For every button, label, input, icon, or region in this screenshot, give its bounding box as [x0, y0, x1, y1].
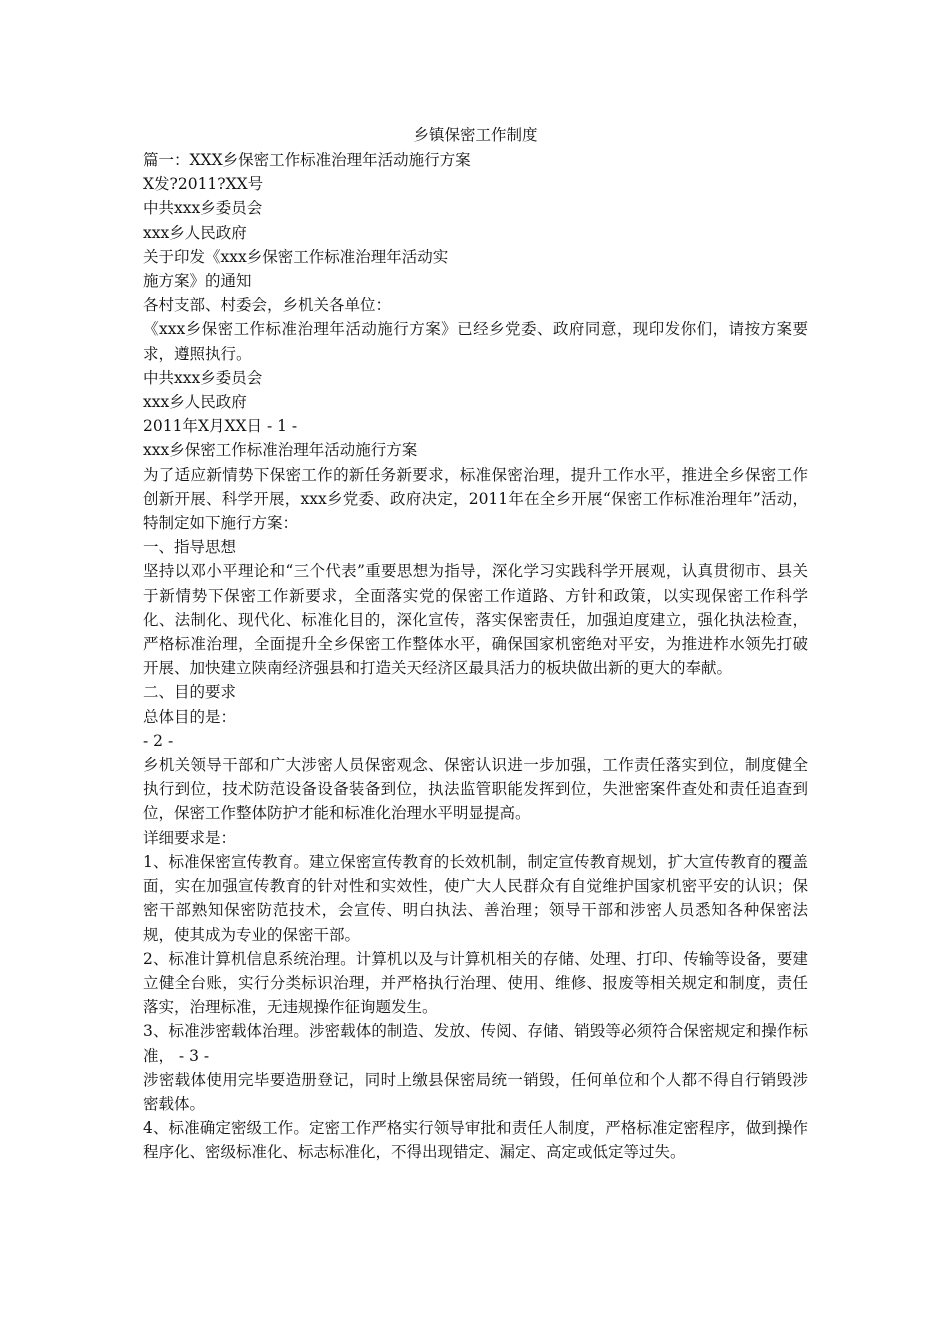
requirement-2-paragraph: 2、标准计算机信息系统治理。计算机以及与计算机相关的存储、处理、打印、传输等设备，要建立健全台账，实行分类标识治理，并严格执行治理、使用、维修、报废等相关规定和制度，责任落实，治理标准，无违规操作征询题发生。	[143, 949, 808, 1017]
detailed-requirements-line: 详细要求是：	[143, 828, 237, 847]
notice-title-line-2: 施方案》的通知	[143, 272, 252, 291]
document-title: 乡镇保密工作制度	[413, 126, 538, 144]
issuer-government-line: xxx乡人民政府	[143, 223, 247, 242]
intro-paragraph: 为了适应新情势下保密工作的新任务新要求，标准保密治理，提升工作水平，推进全乡保密工作创新开展、科学开展，xxx乡党委、政府决定，2011年在全乡开展“保密工作标准治理年”活动，特制定如下施行方案：	[143, 465, 808, 533]
overall-goal-paragraph: 乡机关领导干部和广大涉密人员保密观念、保密认识进一步加强，工作责任落实到位，制度健全执行到位，技术防范设备设备装备到位，执法监管职能发挥到位，失泄密案件查处和责任追查到位，保密工作整体防护才能和标准化治理水平明显提高。	[143, 756, 808, 823]
notice-title-line-1: 关于印发《xxx乡保密工作标准治理年活动实	[143, 247, 449, 266]
overall-goal-line: 总体目的是：	[143, 707, 237, 726]
plan-title-line: xxx乡保密工作标准治理年活动施行方案	[143, 441, 418, 460]
page-number-2: - 2 -	[143, 731, 174, 750]
subtitle-line: 篇一：XXX乡保密工作标准治理年活动施行方案	[143, 151, 471, 169]
doc-number-line: X发?2011?XX号	[143, 175, 264, 194]
signature-government-line: xxx乡人民政府	[143, 393, 247, 412]
requirement-3-paragraph: 3、标准涉密载体治理。涉密载体的制造、发放、传阅、存储、销毁等必须符合保密规定和操作标准， - 3 -	[143, 1022, 808, 1065]
requirement-4-paragraph: 4、标准确定密级工作。定密工作严格实行领导审批和责任人制度，严格标准定密程序，做到操作程序化、密级标准化、标志标准化，不得出现错定、漏定、高定或低定等过失。	[143, 1119, 808, 1162]
requirement-3-continued-paragraph: 涉密载体使用完毕要造册登记，同时上缴县保密局统一销毁，任何单位和个人都不得自行销毁涉密载体。	[143, 1070, 808, 1113]
date-page-line: 2011年X月XX日 - 1 -	[143, 417, 298, 436]
notice-body-paragraph: 《xxx乡保密工作标准治理年活动施行方案》已经乡党委、政府同意，现印发你们，请按方案要求，遵照执行。	[143, 320, 808, 363]
signature-party-line: 中共xxx乡委员会	[143, 368, 263, 387]
document-body	[143, 122, 808, 1165]
requirement-1-paragraph: 1、标准保密宣传教育。建立保密宣传教育的长效机制，制定宣传教育规划，扩大宣传教育的覆盖面，实在加强宣传教育的针对性和实效性，使广大人民群众有自觉维护国家机密平安的认识；保密干部熟知保密防范技术，会宣传、明白执法、善治理；领导干部和涉密人员悉知各种保密法规，使其成为专业的保密干部。	[143, 852, 808, 944]
section-heading-2: 二、目的要求	[143, 683, 237, 702]
section-heading-1: 一、指导思想	[143, 538, 237, 557]
guiding-thought-paragraph: 坚持以邓小平理论和“三个代表”重要思想为指导，深化学习实践科学开展观，认真贯彻市、县关于新情势下保密工作新要求，全面落实党的保密工作道路、方针和政策，以实现保密工作科学化、法制化、现代化、标准化目的，深化宣传，落实保密责任，加强迫度建立，强化执法检查，严格标准治理，全面提升全乡保密工作整体水平，确保国家机密绝对平安，为推进柞水领先打破开展、加快建立陕南经济强县和打造关天经济区最具活力的板块做出新的更大的奉献。	[143, 562, 808, 678]
addressee-line: 各村支部、村委会，乡机关各单位：	[143, 296, 392, 315]
issuer-party-line: 中共xxx乡委员会	[143, 199, 263, 218]
